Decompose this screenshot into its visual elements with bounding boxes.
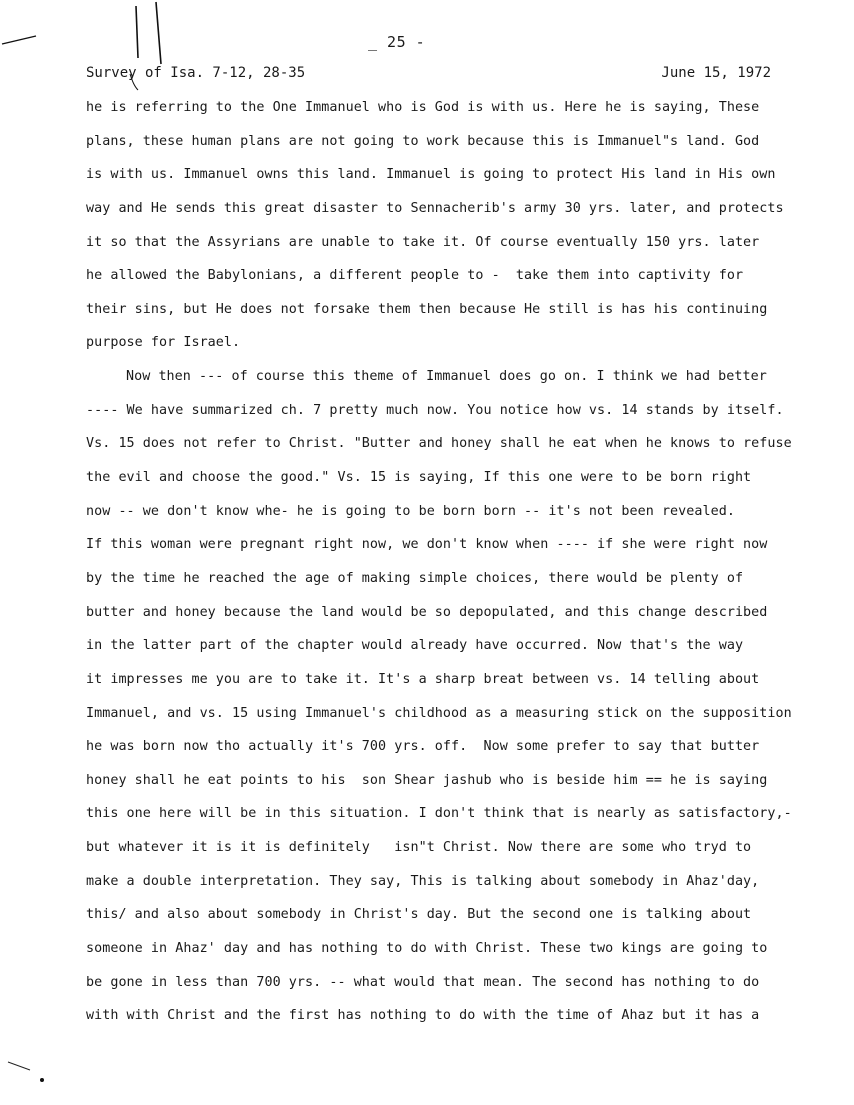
page-number: _ 25 - [368,33,426,51]
text-line: Immanuel, and vs. 15 using Immanuel's childhood as a measuring stick on the supposition [86,705,792,721]
text-line: but whatever it is it is definitely isn"t Christ. Now there are some who tryd to [86,840,752,856]
text-line: with with Christ and the first has nothing to do with the time of Ahaz but it has a [86,1008,760,1024]
text-line: If this woman were pregnant right now, we don't know when ---- if she were right now [86,537,768,553]
text-line: butter and honey because the land would be so depopulated, and this change described [86,604,768,620]
text-line: in the latter part of the chapter would already have occurred. Now that's the way [86,638,744,654]
body-text [86,98,826,1040]
document-title: Survey of Isa. 7-12, 28-35 [86,65,306,81]
text-line: someone in Ahaz' day and has nothing to do with Christ. These two kings are going to [86,941,768,957]
text-line: way and He sends this great disaster to Sennacherib's army 30 yrs. later, and protects [86,200,784,216]
text-line: it so that the Assyrians are unable to take it. Of course eventually 150 yrs. later [86,234,760,250]
text-line: be gone in less than 700 yrs. -- what would that mean. The second has nothing to do [86,974,760,990]
text-line: it impresses me you are to take it. It's a sharp breat between vs. 14 telling about [86,671,760,687]
page-header [86,65,771,85]
text-line: honey shall he eat points to his son Shear jashub who is beside him == he is saying [86,772,768,788]
text-line: this/ and also about somebody in Christ's day. But the second one is talking about [86,907,752,923]
text-line: he was born now tho actually it's 700 yrs. off. Now some prefer to say that butter [86,739,760,755]
text-line: the evil and choose the good." Vs. 15 is saying, If this one were to be born right [86,470,752,486]
text-line: make a double interpretation. They say, This is talking about somebody in Ahaz'day, [86,873,760,889]
text-line: ---- We have summarized ch. 7 pretty much now. You notice how vs. 14 stands by itself. [86,402,784,418]
text-line: by the time he reached the age of making simple choices, there would be plenty of [86,570,744,586]
text-line: this one here will be in this situation. I don't think that is nearly as satisfactory,- [86,806,792,822]
text-line: now -- we don't know whe- he is going to be born born -- it's not been revealed. [86,503,735,519]
document-date: June 15, 1972 [661,65,771,81]
text-line: purpose for Israel. [86,335,241,351]
text-line: Now then --- of course this theme of Immanuel does go on. I think we had better [126,369,767,385]
text-line: is with us. Immanuel owns this land. Immanuel is going to protect His land in His own [86,167,776,183]
text-line: he allowed the Babylonians, a different people to - take them into captivity for [86,268,744,284]
text-line: he is referring to the One Immanuel who is God is with us. Here he is saying, These [86,100,760,115]
text-line: their sins, but He does not forsake them then because He still is has his continuing [86,301,768,317]
text-line: Vs. 15 does not refer to Christ. "Butter and honey shall he eat when he knows to refuse [86,436,792,452]
text-line: plans, these human plans are not going to work because this is Immanuel"s land. God [86,133,760,149]
